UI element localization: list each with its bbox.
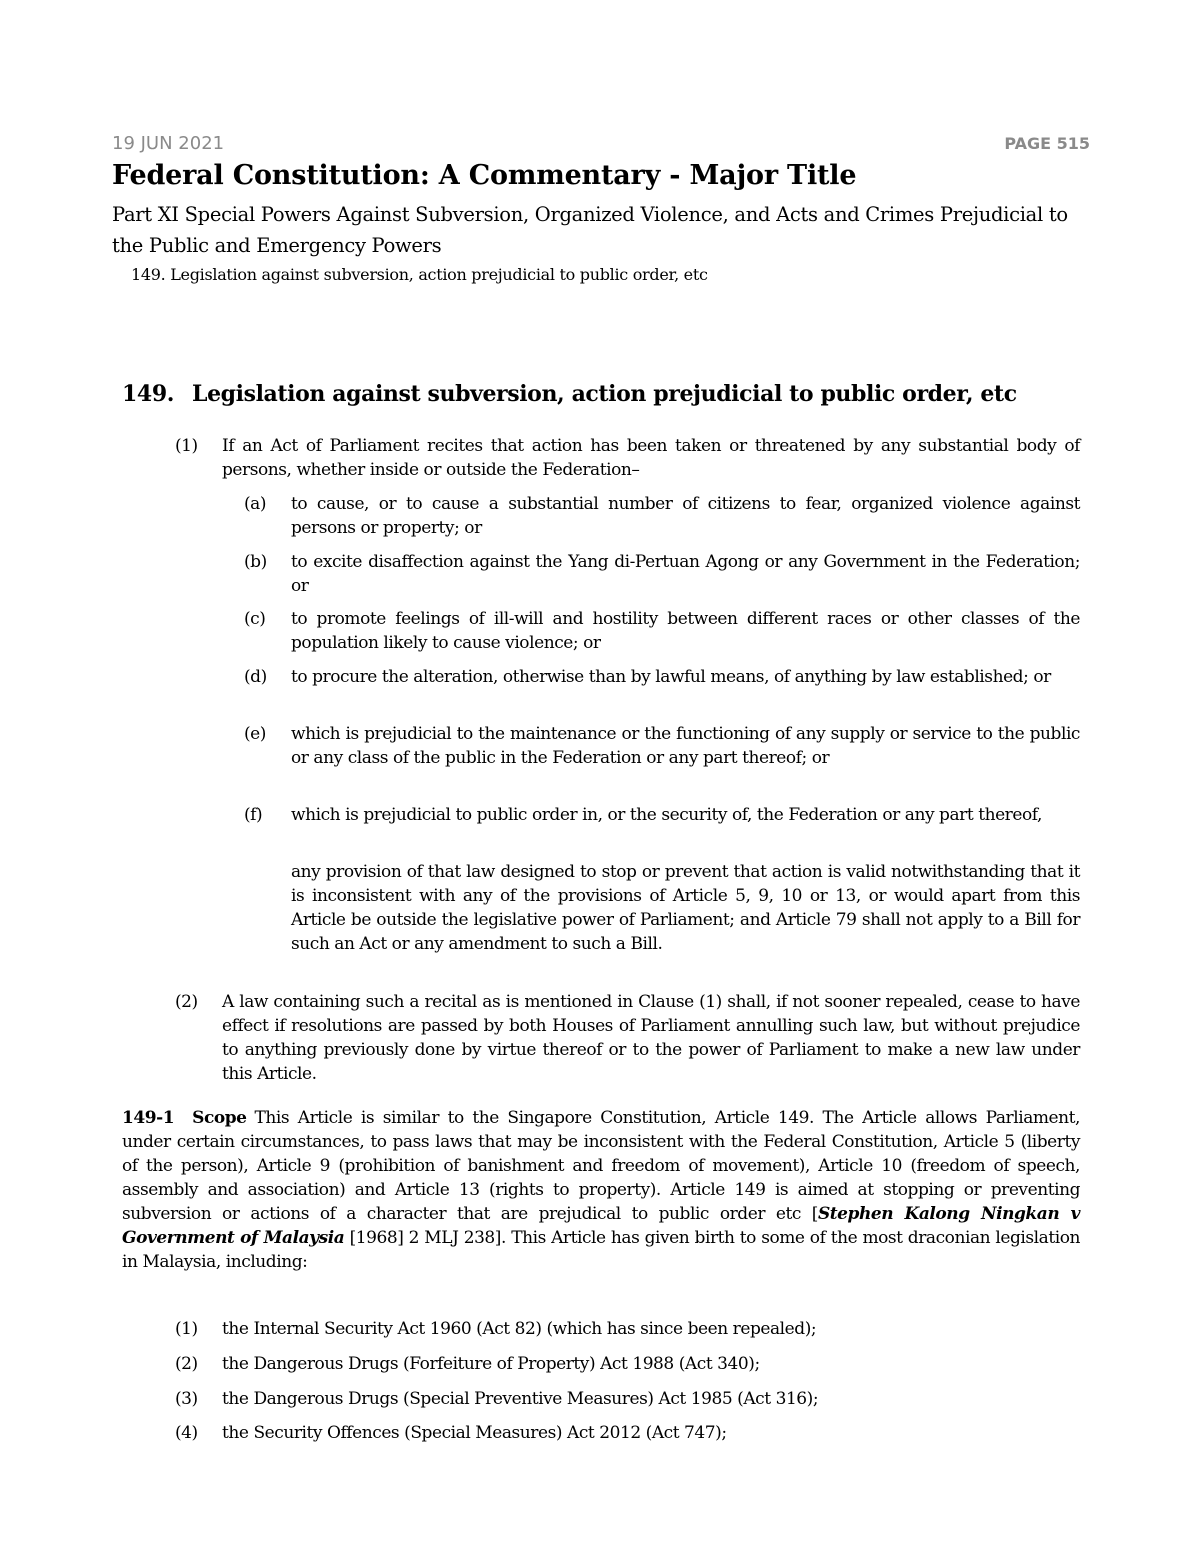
header-date: 19 JUN 2021 (112, 133, 225, 154)
paragraph-text: which is prejudicial to public order in, or the security of, the Federation or any part thereof, (291, 805, 1042, 825)
list-number: (2) (175, 1354, 198, 1374)
commentary-text-continued: [1968] 2 MLJ 238]. This Article has given birth to some of the most draconian legislation in Malaysia, including: (122, 1228, 1080, 1272)
list-text: the Security Offences (Special Measures) Act 2012 (Act 747); (222, 1423, 727, 1443)
clause-text: A law containing such a recital as is mentioned in Clause (1) shall, if not sooner repealed, cease to have effect if resolutions are passed by both Houses of Parliament annulling such law, but without prejudice to anything previously done by virtue thereof or to the power of Parliament to make a new law under this Article. (222, 992, 1080, 1084)
legislation-list-item (175, 1317, 1075, 1341)
paragraph-number: (f) (244, 805, 263, 825)
legislation-list-item (175, 1352, 1075, 1376)
paragraph-text: to promote feelings of ill-will and hostility between different races or other classes of the population likely to cause violence; or (291, 609, 1080, 653)
list-number: (3) (175, 1389, 198, 1409)
page-header (112, 133, 1090, 157)
commentary-paragraph (122, 1106, 1080, 1274)
paragraph-a (244, 492, 1080, 540)
clause-1 (175, 434, 1080, 482)
commentary-reference: 149-1 (122, 1108, 175, 1128)
list-text: the Dangerous Drugs (Special Preventive Measures) Act 1985 (Act 316); (222, 1389, 819, 1409)
list-number: (4) (175, 1423, 198, 1443)
clause-1-closing-text: any provision of that law designed to stop or prevent that action is valid notwithstanding that it is inconsistent with any of the provisions of Article 5, 9, 10 or 13, or would apart from this Article be outside the legislative power of Parliament; and Article 79 shall not apply to a Bill for such an Act or any amendment to such a Bill. (291, 862, 1080, 954)
paragraph-number: (c) (244, 609, 266, 629)
paragraph-e (244, 722, 1080, 770)
part-title: Part XI Special Powers Against Subversion, Organized Violence, and Acts and Crimes Prejudicial to the Public and Emergency Powers (112, 203, 1068, 257)
article-heading (122, 381, 1082, 407)
legislation-list-item (175, 1421, 1075, 1445)
clause-number: (1) (175, 436, 198, 456)
paragraph-number: (b) (244, 552, 267, 572)
paragraph-text: which is prejudicial to the maintenance or the functioning of any supply or service to the public or any class of the public in the Federation or any part thereof; or (291, 724, 1080, 768)
list-text: the Dangerous Drugs (Forfeiture of Property) Act 1988 (Act 340); (222, 1354, 760, 1374)
clause-text: If an Act of Parliament recites that action has been taken or threatened by any substantial body of persons, whether inside or outside the Federation– (222, 436, 1080, 480)
legislation-list-item (175, 1387, 1075, 1411)
commentary-heading: Scope (192, 1108, 247, 1128)
paragraph-number: (d) (244, 667, 267, 687)
list-number: (1) (175, 1319, 198, 1339)
section-reference: 149. Legislation against subversion, action prejudicial to public order, etc (131, 265, 708, 284)
article-number: 149. (122, 381, 174, 407)
case-citation: Stephen Kalong Ningkan v Government of Malaysia (122, 1204, 1081, 1248)
paragraph-text: to excite disaffection against the Yang di-Pertuan Agong or any Government in the Federation; or (291, 552, 1080, 596)
clause-number: (2) (175, 992, 198, 1012)
paragraph-f (244, 803, 1080, 827)
article-heading-text: Legislation against subversion, action prejudicial to public order, etc (192, 381, 1017, 407)
document-title: Federal Constitution: A Commentary - Major Title (112, 160, 857, 191)
commentary-text: This Article is similar to the Singapore Constitution, Article 149. The Article allows Parliament, under certain circumstances, to pass laws that may be inconsistent with the Federal Constitution, Article 5 (liberty of the person), Article 9 (prohibition of banishment and freedom of movement), Article 10 (freedom of speech, assembly and association) and Article 13 (rights to property). Article 149 is aimed at stopping or preventing subversion or actions of a character that are prejudical to public order etc [ (122, 1108, 1080, 1224)
paragraph-text: to cause, or to cause a substantial number of citizens to fear, organized violence against persons or property; or (291, 494, 1080, 538)
paragraph-c (244, 607, 1080, 655)
paragraph-d (244, 665, 1080, 689)
paragraph-number: (a) (244, 494, 267, 514)
header-page-number: PAGE 515 (1004, 134, 1090, 153)
paragraph-b (244, 550, 1080, 598)
paragraph-text: to procure the alteration, otherwise than by lawful means, of anything by law established; or (291, 667, 1051, 687)
paragraph-number: (e) (244, 724, 266, 744)
list-text: the Internal Security Act 1960 (Act 82) (which has since been repealed); (222, 1319, 817, 1339)
clause-2 (175, 990, 1080, 1086)
